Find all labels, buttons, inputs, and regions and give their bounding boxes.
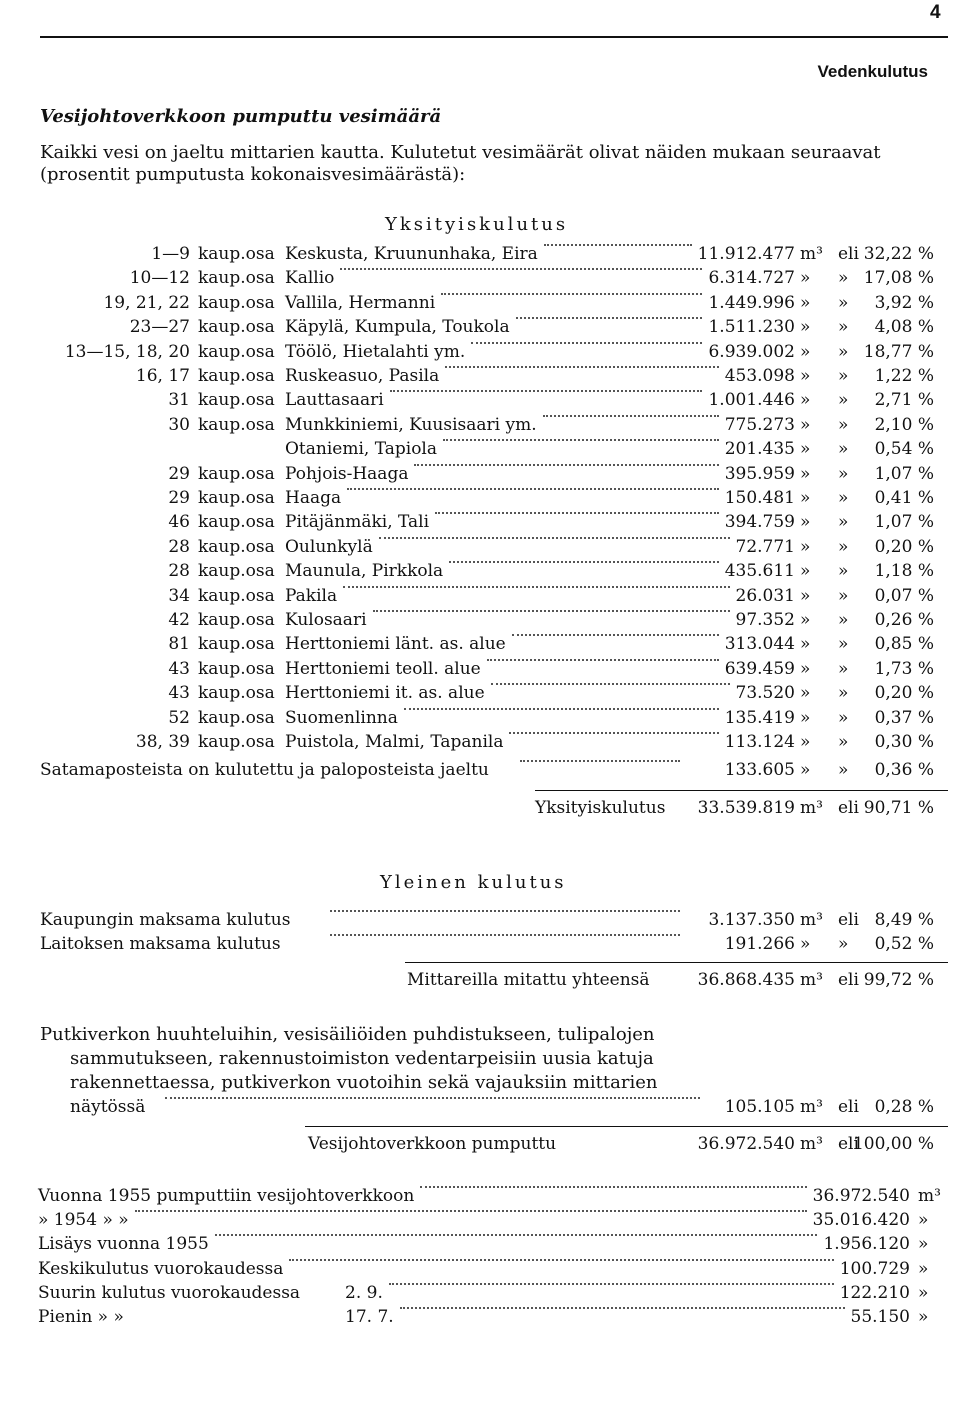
district-eli: » (838, 292, 849, 313)
leader-dots (400, 1307, 845, 1309)
public-row-percent: 0,52 % (874, 934, 934, 954)
leader-dots (373, 610, 730, 612)
district-row (0, 683, 960, 707)
leader-dots (487, 659, 719, 661)
summary-label: » 1954 » » (38, 1210, 129, 1231)
private-total-label: Yksityiskulutus (535, 798, 666, 818)
flush-row (0, 1097, 960, 1121)
kaup-osa-label: kaup.osa (198, 585, 275, 606)
network-total-percent: 100,00 % (852, 1134, 934, 1154)
metered-total-percent: 99,72 % (863, 970, 934, 990)
harbour-row (0, 760, 960, 784)
district-percent: 17,08 % (863, 268, 934, 289)
summary-label: Pienin » » (38, 1307, 124, 1327)
summary-label: Vuonna 1955 pumputtiin vesijohtoverkkoon (38, 1186, 415, 1206)
leader-dots (509, 732, 718, 734)
district-unit: m³ (800, 244, 823, 264)
leader-dots (520, 760, 680, 762)
district-unit: » (800, 439, 811, 460)
district-name: Käpylä, Kumpula, Toukola (285, 317, 510, 338)
summary-label: Keskikulutus vuorokaudessa (38, 1258, 284, 1279)
district-name: Töölö, Hietalahti ym. (285, 341, 466, 362)
kaup-osa-label: kaup.osa (198, 366, 275, 386)
leader-dots (512, 634, 719, 636)
intro-line-1: Kaikki vesi on jaeltu mittarien kautta. Kulutetut vesimäärät olivat näiden mukaan seuraavat (40, 142, 881, 163)
district-row (0, 464, 960, 488)
summary-unit: » (918, 1234, 929, 1255)
public-row-volume: 3.137.350 (708, 910, 795, 930)
district-row (0, 488, 960, 512)
district-eli: » (838, 341, 849, 362)
district-volume: 1.001.446 (708, 390, 795, 411)
district-eli: » (838, 366, 849, 386)
kaup-osa-label: kaup.osa (198, 732, 275, 752)
district-eli: » (838, 317, 849, 338)
district-name: Suomenlinna (285, 707, 398, 728)
district-eli: » (838, 732, 849, 752)
district-percent: 0,41 % (874, 488, 934, 508)
network-total-unit: m³ (800, 1134, 823, 1154)
district-percent: 32,22 % (863, 244, 934, 264)
summary-row (0, 1234, 960, 1258)
district-numbers: 28 (168, 561, 190, 582)
district-percent: 0,07 % (874, 585, 934, 606)
private-total-rule (535, 790, 948, 791)
district-volume: 11.912.477 (697, 244, 795, 264)
district-name: Herttoniemi länt. as. alue (285, 634, 506, 655)
district-volume: 26.031 (735, 585, 795, 606)
district-row (0, 317, 960, 341)
district-volume: 435.611 (724, 561, 795, 582)
district-eli: » (838, 707, 849, 728)
kaup-osa-label: kaup.osa (198, 512, 275, 533)
leader-dots (516, 317, 703, 319)
district-eli: » (838, 439, 849, 460)
district-numbers: 52 (168, 707, 190, 728)
summary-value: 35.016.420 (812, 1210, 910, 1231)
leader-dots (404, 708, 719, 710)
metered-total-unit: m³ (800, 970, 823, 990)
metered-total-rule (405, 962, 948, 963)
leader-dots (491, 683, 730, 685)
district-volume: 113.124 (724, 732, 795, 752)
public-row-unit: » (800, 934, 811, 954)
district-numbers: 42 (168, 610, 190, 630)
network-total-row (0, 1134, 960, 1158)
harbour-eli: » (838, 760, 849, 780)
summary-value: 100.729 (839, 1258, 910, 1279)
district-unit: » (800, 341, 811, 362)
public-heading: Yleinen kulutus (380, 872, 567, 893)
district-volume: 395.959 (724, 463, 795, 484)
flush-line-3: rakennettaessa, putkiverkon vuotoihin sekä vajauksiin mittarien (70, 1072, 658, 1093)
leader-dots (471, 342, 702, 344)
district-numbers: 30 (168, 414, 190, 435)
district-name: Herttoniemi it. as. alue (285, 683, 485, 704)
harbour-unit: » (800, 760, 811, 780)
leader-dots (389, 1283, 834, 1285)
district-percent: 0,30 % (874, 732, 934, 752)
district-numbers: 46 (168, 512, 190, 533)
kaup-osa-label: kaup.osa (198, 390, 275, 411)
district-name: Pohjois-Haaga (285, 463, 409, 484)
summary-unit: » (918, 1282, 929, 1303)
kaup-osa-label: kaup.osa (198, 488, 275, 508)
leader-dots (543, 415, 719, 417)
district-row (0, 390, 960, 414)
district-eli: » (838, 268, 849, 289)
leader-dots (343, 586, 729, 588)
district-unit: » (800, 658, 811, 679)
district-numbers: 29 (168, 463, 190, 484)
flush-volume: 105.105 (724, 1097, 795, 1117)
district-unit: » (800, 390, 811, 411)
district-eli: » (838, 390, 849, 411)
district-name: Otaniemi, Tapiola (285, 439, 437, 460)
district-percent: 0,20 % (874, 683, 934, 704)
district-volume: 73.520 (735, 683, 795, 704)
district-percent: 3,92 % (874, 292, 934, 313)
district-name: Haaga (285, 488, 342, 508)
flush-line-2: sammutukseen, rakennustoimiston vedentarpeisiin uusia katuja (70, 1048, 654, 1069)
leader-dots (215, 1234, 818, 1236)
district-unit: » (800, 610, 811, 630)
leader-dots (165, 1097, 700, 1099)
district-row (0, 561, 960, 585)
district-numbers: 43 (168, 683, 190, 704)
summary-unit: » (918, 1258, 929, 1279)
district-volume: 6.939.002 (708, 341, 795, 362)
public-row-name: Laitoksen maksama kulutus (40, 934, 281, 954)
district-row (0, 415, 960, 439)
district-percent: 0,85 % (874, 634, 934, 655)
district-volume: 639.459 (724, 658, 795, 679)
district-percent: 4,08 % (874, 317, 934, 338)
district-eli: » (838, 536, 849, 557)
leader-dots (414, 464, 718, 466)
district-percent: 2,71 % (874, 390, 934, 411)
leader-dots (330, 910, 680, 912)
public-row-volume: 191.266 (724, 934, 795, 954)
district-volume: 150.481 (724, 488, 795, 508)
district-row (0, 293, 960, 317)
kaup-osa-label: kaup.osa (198, 268, 275, 289)
metered-total-row (0, 970, 960, 994)
district-numbers: 19, 21, 22 (103, 292, 190, 313)
kaup-osa-label: kaup.osa (198, 341, 275, 362)
district-unit: » (800, 634, 811, 655)
public-row (0, 910, 960, 934)
summary-row (0, 1186, 960, 1210)
district-name: Oulunkylä (285, 536, 373, 557)
metered-total-label: Mittareilla mitattu yhteensä (407, 970, 650, 990)
district-numbers: 38, 39 (135, 732, 190, 752)
district-row (0, 512, 960, 536)
leader-dots (449, 561, 719, 563)
district-volume: 775.273 (724, 414, 795, 435)
district-eli: » (838, 561, 849, 582)
district-name: Maunula, Pirkkola (285, 561, 444, 582)
running-header: Vedenkulutus (817, 62, 928, 81)
district-row (0, 342, 960, 366)
district-name: Vallila, Hermanni (285, 292, 436, 313)
district-numbers: 34 (168, 585, 190, 606)
summary-row (0, 1307, 960, 1331)
metered-total-eli: eli (838, 970, 859, 990)
district-eli: » (838, 634, 849, 655)
kaup-osa-label: kaup.osa (198, 463, 275, 484)
kaup-osa-label: kaup.osa (198, 707, 275, 728)
district-unit: » (800, 414, 811, 435)
district-row (0, 537, 960, 561)
district-name: Keskusta, Kruununhaka, Eira (285, 244, 538, 264)
district-unit: » (800, 463, 811, 484)
district-percent: 0,54 % (874, 439, 934, 460)
leader-dots (379, 537, 730, 539)
district-volume: 453.098 (724, 366, 795, 386)
district-name: Pitäjänmäki, Tali (285, 512, 430, 533)
harbour-percent: 0,36 % (874, 760, 934, 780)
district-row (0, 610, 960, 634)
district-numbers: 13—15, 18, 20 (64, 341, 190, 362)
public-row-name: Kaupungin maksama kulutus (40, 910, 291, 930)
metered-total-volume: 36.868.435 (697, 970, 795, 990)
kaup-osa-label: kaup.osa (198, 317, 275, 338)
summary-value: 122.210 (839, 1282, 910, 1303)
private-total-row (0, 798, 960, 822)
district-numbers: 16, 17 (135, 366, 190, 386)
section-subtitle: Vesijohtoverkkoon pumputtu vesimäärä (40, 106, 442, 127)
kaup-osa-label: kaup.osa (198, 683, 275, 704)
network-total-eli: eli (838, 1134, 859, 1154)
leader-dots (347, 488, 719, 490)
kaup-osa-label: kaup.osa (198, 610, 275, 630)
district-row (0, 366, 960, 390)
district-name: Ruskeasuo, Pasila (285, 366, 440, 386)
district-row (0, 708, 960, 732)
kaup-osa-label: kaup.osa (198, 414, 275, 435)
district-numbers: 81 (168, 634, 190, 655)
district-unit: » (800, 366, 811, 386)
flush-eli: eli (838, 1097, 859, 1117)
district-name: Kallio (285, 268, 335, 289)
district-unit: » (800, 536, 811, 557)
district-unit: » (800, 268, 811, 289)
network-total-label: Vesijohtoverkkoon pumputtu (308, 1134, 557, 1154)
district-volume: 394.759 (724, 512, 795, 533)
district-numbers: 23—27 (129, 317, 190, 338)
district-numbers: 28 (168, 536, 190, 557)
district-volume: 1.449.996 (708, 292, 795, 313)
flush-percent: 0,28 % (874, 1097, 934, 1117)
district-volume: 72.771 (735, 536, 795, 557)
district-volume: 1.511.230 (708, 317, 795, 338)
page-number: 4 (930, 2, 941, 23)
district-numbers: 1—9 (151, 244, 190, 264)
district-percent: 1,73 % (874, 658, 934, 679)
district-volume: 135.419 (724, 707, 795, 728)
network-total-volume: 36.972.540 (697, 1134, 795, 1154)
district-numbers: 31 (168, 390, 190, 411)
private-total-percent: 90,71 % (863, 798, 934, 818)
district-eli: » (838, 610, 849, 630)
summary-value: 1.956.120 (823, 1234, 910, 1255)
district-percent: 0,37 % (874, 707, 934, 728)
leader-dots (441, 293, 702, 295)
district-percent: 1,07 % (874, 463, 934, 484)
district-name: Kulosaari (285, 610, 367, 630)
summary-row (0, 1210, 960, 1234)
kaup-osa-label: kaup.osa (198, 561, 275, 582)
kaup-osa-label: kaup.osa (198, 658, 275, 679)
district-numbers: 43 (168, 658, 190, 679)
district-unit: » (800, 561, 811, 582)
district-row (0, 268, 960, 292)
leader-dots (443, 439, 719, 441)
flush-line-1: Putkiverkon huuhteluihin, vesisäiliöiden puhdistukseen, tulipalojen (40, 1024, 655, 1045)
district-percent: 0,20 % (874, 536, 934, 557)
district-row (0, 439, 960, 463)
district-volume: 6.314.727 (708, 268, 795, 289)
leader-dots (340, 268, 702, 270)
flush-unit: m³ (800, 1097, 823, 1117)
leader-dots (390, 390, 703, 392)
leader-dots (330, 934, 680, 936)
summary-row (0, 1259, 960, 1283)
public-row-percent: 8,49 % (874, 910, 934, 930)
district-eli: » (838, 683, 849, 704)
harbour-volume: 133.605 (724, 760, 795, 780)
district-percent: 1,07 % (874, 512, 934, 533)
district-percent: 1,22 % (874, 366, 934, 386)
district-unit: » (800, 683, 811, 704)
district-eli: » (838, 512, 849, 533)
summary-label: Suurin kulutus vuorokaudessa (38, 1282, 301, 1303)
summary-label: Lisäys vuonna 1955 (38, 1234, 209, 1255)
district-numbers: 29 (168, 488, 190, 508)
kaup-osa-label: kaup.osa (198, 292, 275, 313)
private-heading: Yksityiskulutus (385, 214, 569, 235)
intro-line-2: (prosentit pumputusta kokonaisvesimäärästä): (40, 164, 466, 185)
district-row (0, 586, 960, 610)
district-name: Puistola, Malmi, Tapanila (285, 732, 504, 752)
district-unit: » (800, 488, 811, 508)
district-volume: 313.044 (724, 634, 795, 655)
summary-value: 55.150 (850, 1307, 910, 1327)
private-total-eli: eli (838, 798, 859, 818)
district-percent: 0,26 % (874, 610, 934, 630)
summary-row (0, 1283, 960, 1307)
district-unit: » (800, 732, 811, 752)
public-row-eli: eli (838, 910, 859, 930)
kaup-osa-label: kaup.osa (198, 244, 275, 264)
district-unit: » (800, 292, 811, 313)
private-total-volume: 33.539.819 (697, 798, 795, 818)
leader-dots (135, 1210, 807, 1212)
district-unit: » (800, 585, 811, 606)
leader-dots (289, 1259, 833, 1261)
district-unit: » (800, 707, 811, 728)
leader-dots (420, 1186, 806, 1188)
district-eli: » (838, 463, 849, 484)
district-name: Herttoniemi teoll. alue (285, 658, 481, 679)
district-numbers: 10—12 (129, 268, 190, 289)
harbour-text: Satamaposteista on kulutettu ja paloposteista jaeltu (40, 760, 489, 780)
summary-date: 2. 9. (345, 1282, 383, 1303)
district-name: Munkkiniemi, Kuusisaari ym. (285, 414, 537, 435)
district-eli: » (838, 488, 849, 508)
summary-unit: » (918, 1307, 929, 1327)
district-eli: eli (838, 244, 859, 264)
district-name: Lauttasaari (285, 390, 384, 411)
kaup-osa-label: kaup.osa (198, 634, 275, 655)
district-percent: 2,10 % (874, 414, 934, 435)
district-unit: » (800, 317, 811, 338)
private-total-unit: m³ (800, 798, 823, 818)
network-total-rule (305, 1126, 948, 1127)
summary-unit: m³ (918, 1186, 941, 1206)
kaup-osa-label: kaup.osa (198, 536, 275, 557)
summary-unit: » (918, 1210, 929, 1231)
district-percent: 1,18 % (874, 561, 934, 582)
district-row (0, 659, 960, 683)
flush-line-4: näytössä (70, 1097, 146, 1117)
header-rule (40, 36, 948, 38)
leader-dots (445, 366, 718, 368)
public-row-eli: » (838, 934, 849, 954)
district-name: Pakila (285, 585, 338, 606)
leader-dots (435, 512, 719, 514)
district-eli: » (838, 414, 849, 435)
district-row (0, 732, 960, 756)
district-volume: 201.435 (724, 439, 795, 460)
leader-dots (544, 244, 692, 246)
district-eli: » (838, 585, 849, 606)
public-row-unit: m³ (800, 910, 823, 930)
district-volume: 97.352 (735, 610, 795, 630)
public-row (0, 934, 960, 958)
district-eli: » (838, 658, 849, 679)
district-unit: » (800, 512, 811, 533)
district-row (0, 244, 960, 268)
summary-value: 36.972.540 (812, 1186, 910, 1206)
district-percent: 18,77 % (863, 341, 934, 362)
district-row (0, 634, 960, 658)
summary-date: 17. 7. (345, 1307, 394, 1327)
